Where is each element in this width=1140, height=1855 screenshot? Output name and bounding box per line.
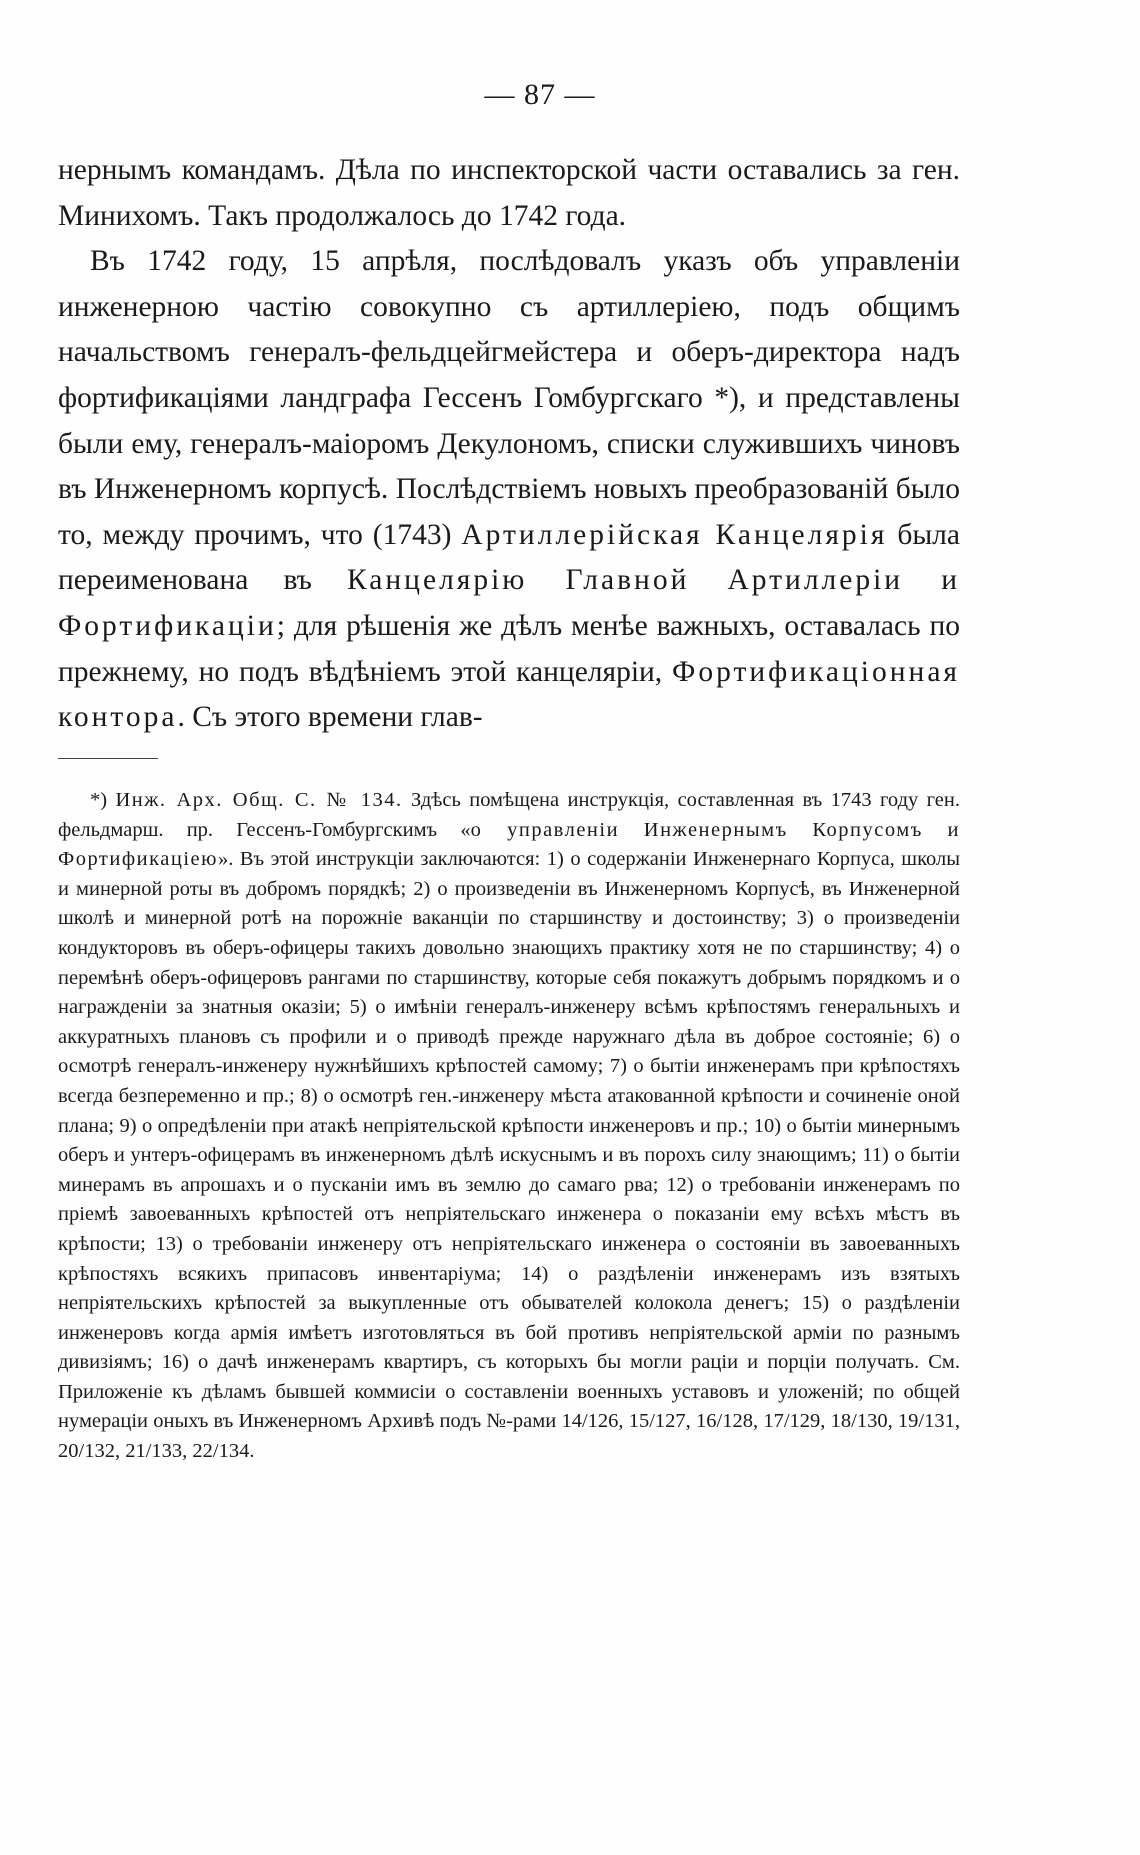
paragraph-2-part-4: . Съ этого времени глав- (177, 701, 483, 734)
paragraph-2-part-2: была переименована въ (58, 518, 960, 597)
footnote-instruction-title: о управленіи Инженернымъ Корпусомъ и Фортификаціею (58, 818, 960, 871)
spaced-phrase-main-chancellery: Канцелярію Главной Артиллеріи и Фортификаціи (58, 564, 960, 642)
paragraph-1: нернымъ командамъ. Дѣла по инспекторской части оставались за ген. Минихомъ. Такъ продолжалось до 1742 года. (58, 154, 960, 232)
footnote-part-2: Здѣсь помѣщена инструкція, составленная въ 1743 году ген. фельдмарш. пр. Гессенъ-Гомбургскимъ « (58, 789, 961, 841)
paragraph-2-part-1: Въ 1742 году, 15 апрѣля, послѣдовалъ указъ объ управленіи инженерною частію совокупно съ артиллеріею, подъ общимъ начальствомъ генералъ-фельдцейгмейстера и оберъ-директора надъ фортификаціями ландграфа Гессенъ Гомбургскаго *), и представлены были ему, генералъ-маіоромъ Декулономъ, списки служившихъ чиновъ въ Инженерномъ корпусѣ. Послѣдствіемъ новыхъ преобразованій было то, между прочимъ, что (1743) (58, 245, 960, 551)
footnote-part-3: ». Въ этой инструкціи заключаются: 1) о содержаніи Инженернаго Корпуса, школы и минерной роты въ добромъ порядкѣ; 2) о произведеніи въ Инженерномъ Корпусѣ, въ Инженерной школѣ и минерной ротѣ на порожніе ваканціи по старшинству и достоинству; 3) о произведеніи кондукторовъ въ оберъ-офицеры такихъ довольно знающихъ практику хотя не по старшинству; 4) о перемѣнѣ оберъ-офицеровъ рангами по старшинству, которые себя покажутъ добрымъ порядкомъ и о награжденіи за знатныя оказіи; 5) о имѣніи генералъ-инженеру всѣмъ крѣпостямъ генеральныхъ и аккуратныхъ плановъ съ профили и о приводѣ прежде наружнаго дѣла въ доброе состояніе; 6) о осмотрѣ генералъ-инженеру нужнѣйшихъ крѣпостей самому; 7) о бытіи инженерамъ при крѣпостяхъ всегда безпеременно и пр.; 8) о осмотрѣ ген.-инженеру мѣста атакованной крѣпости и сочиненіе оной плана; 9) о опредѣленіи при атакѣ непріятельской крѣпости инженеровъ и пр.; 10) о бытіи минернымъ оберъ и унтеръ-офицерамъ въ инженерномъ дѣлѣ искуснымъ и въ порохъ силу знающимъ; 11) о бытіи минерамъ въ апрошахъ и о пусканіи имъ въ землю до самаго рва; 12) о требованіи инженерамъ по пріемѣ завоеванныхъ крѣпостей отъ непріятельскаго инженера о показаніи ему всѣхъ мѣстъ въ крѣпости; 13) о требованіи инженеру отъ непріятельскаго инженера о состояніи въ завоеванныхъ крѣпостяхъ всякихъ припасовъ инвентаріума; 14) о раздѣленіи инженерамъ изъ взятыхъ непріятельскихъ крѣпостей за выкупленные отъ обывателей колокола денегъ; 15) о раздѣленіи инженеровъ когда армія имѣетъ изготовляться въ бой противъ непріятельской арміи по разнымъ дивизіямъ; 16) о дачѣ инженерамъ квартиръ, съ которыхъ бы могли раціи и порціи получать. См. Приложеніе къ дѣламъ бывшей коммисіи о составленіи военныхъ уставовъ и уложеній; по общей нумераціи оныхъ въ Инженерномъ Архивѣ подъ №-рами 14/126, 15/127, 16/128, 17/129, 18/130, 19/131, 20/132, 21/133, 22/134. (58, 848, 960, 1463)
page-number: — 87 — (484, 78, 596, 111)
spaced-phrase-fortification-office: Фортификаціонная контора (58, 655, 960, 734)
main-text (58, 148, 960, 741)
footnote (58, 786, 960, 1467)
footnote-marker: *) (90, 789, 116, 811)
footnote-divider (58, 758, 158, 759)
footnote-paragraph (58, 786, 960, 1467)
paragraph-2-part-3: ; для рѣшенія же дѣлъ менѣе важныхъ, оставалась по прежнему, но подъ вѣдѣніемъ этой канцеляріи, (58, 609, 960, 688)
footnote-archive-reference: Инж. Арх. Общ. С. № 134. (115, 789, 403, 811)
paragraph-2 (58, 239, 960, 741)
spaced-phrase-artillery-chancellery: Артиллерійская Канцелярія (461, 518, 888, 551)
